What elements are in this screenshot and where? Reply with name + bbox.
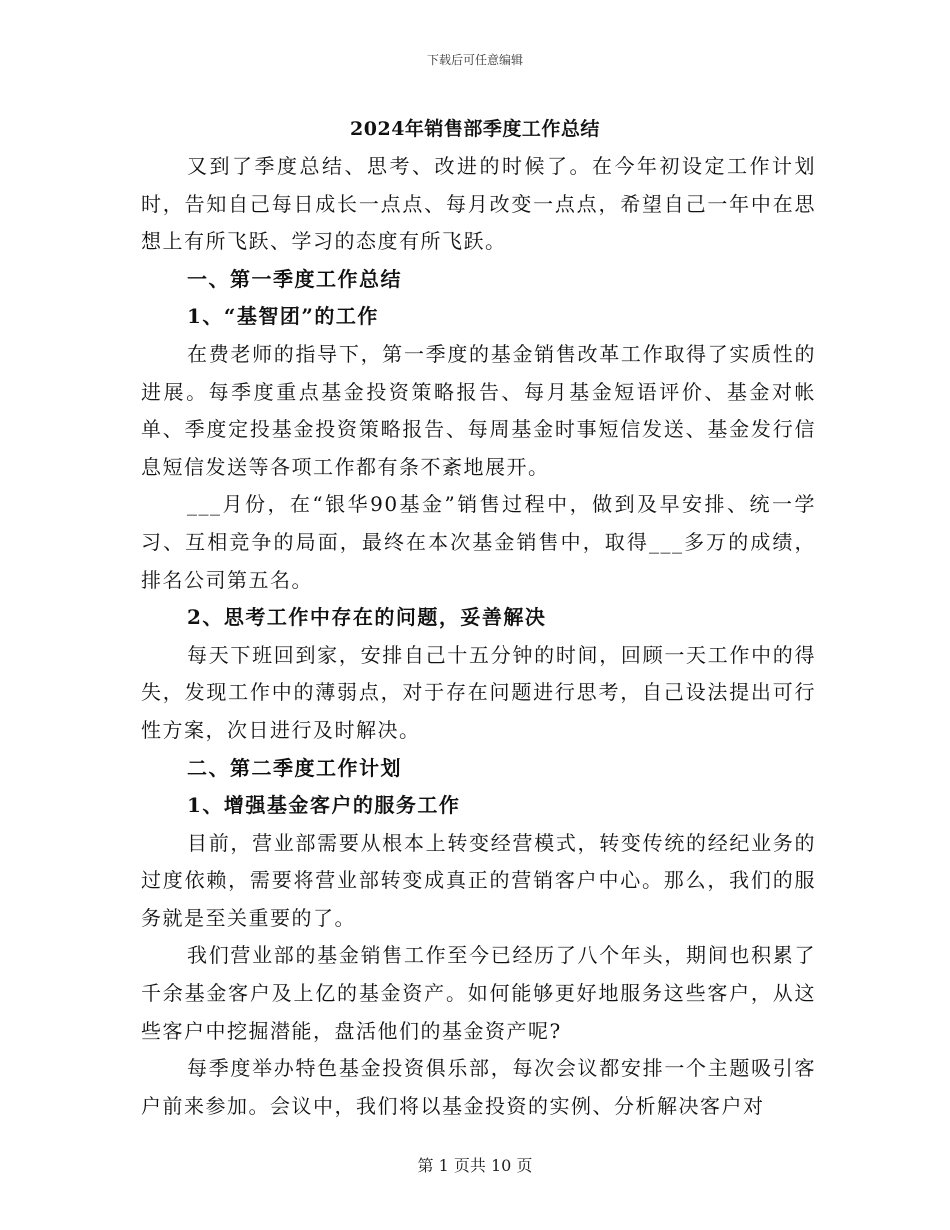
document-body	[141, 148, 816, 1125]
subheading-problem-solving: 2、思考工作中存在的问题，妥善解决	[187, 605, 547, 630]
paragraph-business-model: 目前，营业部需要从根本上转变经营模式，转变传统的经纪业务的过度依赖，需要将营业部转变成真正的营销客户中心。那么，我们的服务就是至关重要的了。	[141, 830, 816, 930]
paragraph-yinhua-sales: ___月份，在“银华90基金”销售过程中，做到及早安排、统一学习、互相竞争的局面，最终在本次基金销售中，取得___多万的成绩，排名公司第五名。	[141, 492, 816, 592]
paragraph-investment-club: 每季度举办特色基金投资俱乐部，每次会议都安排一个主题吸引客户前来参加。会议中，我们将以基金投资的实例、分析解决客户对	[141, 1056, 816, 1118]
paragraph-fund-clients: 我们营业部的基金销售工作至今已经历了八个年头，期间也积累了千余基金客户及上亿的基金资产。如何能够更好地服务这些客户，从这些客户中挖掘潜能，盘活他们的基金资产呢?	[141, 943, 816, 1043]
intro-paragraph: 又到了季度总结、思考、改进的时候了。在今年初设定工作计划时，告知自己每日成长一点点、每月改变一点点，希望自己一年中在思想上有所飞跃、学习的态度有所飞跃。	[141, 154, 816, 254]
subheading-jizhituan-work: 1、“基智团”的工作	[187, 304, 379, 329]
subheading-client-service: 1、增强基金客户的服务工作	[187, 793, 461, 818]
paragraph-daily-review: 每天下班回到家，安排自己十五分钟的时间，回顾一天工作中的得失，发现工作中的薄弱点，对于存在问题进行思考，自己设法提出可行性方案，次日进行及时解决。	[141, 642, 816, 742]
page-footer: 第 1 页共 10 页	[417, 1156, 533, 1175]
paragraph-fund-reform: 在费老师的指导下，第一季度的基金销售改革工作取得了实质性的进展。每季度重点基金投资策略报告、每月基金短语评价、基金对帐单、季度定投基金投资策略报告、每周基金时事短信发送、基金发行信息短信发送等各项工作都有条不紊地展开。	[141, 341, 816, 479]
section-heading-q2-plan: 二、第二季度工作计划	[187, 755, 402, 780]
section-heading-q1-summary: 一、第一季度工作总结	[187, 266, 402, 291]
document-title: 2024年销售部季度工作总结	[350, 118, 600, 140]
page-header: 下载后可任意编辑	[426, 53, 523, 67]
